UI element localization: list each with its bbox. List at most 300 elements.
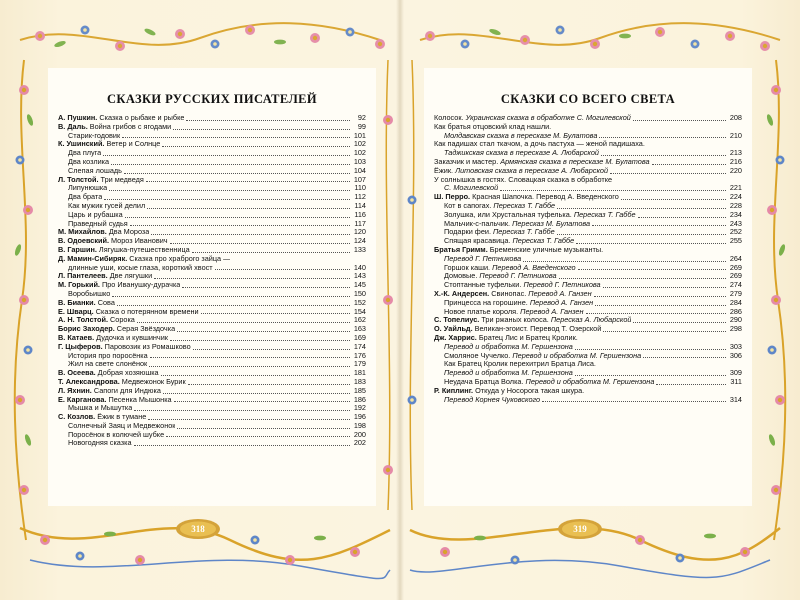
toc-page-number: 274	[729, 280, 742, 290]
toc-translator: Перевод и обработка М. Гершензона	[512, 351, 642, 360]
toc-entry-label	[58, 149, 101, 158]
toc-page-number: 210	[729, 130, 742, 140]
toc-entry	[58, 237, 366, 246]
toc-dot-leader	[130, 225, 350, 226]
toc-title: Дудочка и кувшинчик	[94, 333, 169, 342]
toc-entry	[434, 299, 742, 308]
toc-entry	[58, 404, 366, 413]
toc-page-number: 104	[353, 165, 366, 175]
toc-entry	[58, 246, 366, 255]
toc-title: Старик-годовик	[68, 131, 121, 140]
toc-title: Ёжик в тумане	[95, 413, 147, 422]
toc-entry	[58, 167, 366, 176]
toc-entry-label	[434, 396, 540, 405]
toc-entry	[58, 387, 366, 396]
toc-title: Сказка о рыбаке и рыбке	[97, 114, 185, 122]
toc-title: Смоляное Чучелко.	[444, 351, 513, 360]
right-section-heading: СКАЗКИ СО ВСЕГО СВЕТА	[500, 92, 676, 106]
toc-author: М. Михайлов.	[58, 228, 107, 237]
toc-title: Две лягушки	[107, 272, 153, 281]
toc-title: Сказка про храброго зайца —	[127, 254, 231, 263]
toc-dot-leader	[104, 199, 350, 200]
toc-translator: Пересказ Т. Габбе	[573, 210, 636, 219]
toc-dot-leader	[523, 261, 726, 262]
toc-title: Война грибов с ягодами	[87, 122, 172, 131]
toc-title: Мышка и Мышутка	[68, 404, 133, 413]
toc-entry-label	[58, 360, 147, 369]
toc-dot-leader	[633, 120, 726, 121]
toc-entry-label	[434, 114, 631, 123]
toc-page-number: 185	[353, 385, 366, 395]
toc-entry-label	[434, 167, 608, 176]
toc-translator: Пересказ Т. Габбе	[493, 228, 555, 237]
toc-entry-label	[58, 184, 107, 193]
toc-title: Откуда у Носорога такая шкура.	[473, 386, 585, 395]
toc-translator: Молдавская сказка в пересказе М. Булатова	[444, 131, 598, 140]
toc-title: Три ржаных колоса.	[479, 316, 551, 325]
toc-entry	[58, 360, 366, 369]
toc-entry	[58, 439, 366, 448]
toc-dot-leader	[149, 366, 350, 367]
toc-dot-leader	[638, 217, 726, 218]
toc-translator: Перевод А. Ганзен	[520, 307, 584, 316]
toc-entry-label	[58, 176, 144, 185]
toc-dot-leader	[162, 146, 350, 147]
toc-title: Как мужик гусей делил	[68, 201, 146, 210]
toc-entry	[434, 237, 742, 246]
toc-entry-label	[434, 246, 603, 255]
toc-title: Жил на свете слонёнок	[68, 360, 148, 369]
toc-dot-leader	[557, 208, 726, 209]
toc-entry-label	[434, 264, 576, 273]
toc-translator: Пересказ Т. Габбе	[493, 201, 556, 210]
toc-translator: Перевод Корнея Чуковского	[444, 395, 541, 404]
toc-page-number: 269	[729, 271, 742, 281]
toc-entry	[58, 334, 366, 343]
toc-title: Поросёнок в колючей шубке	[68, 430, 165, 439]
toc-dot-leader	[154, 278, 350, 279]
toc-page-number: 290	[729, 315, 742, 325]
toc-entry-label	[58, 439, 132, 448]
toc-dot-leader	[192, 252, 350, 253]
toc-page-number: 208	[729, 113, 742, 122]
toc-entry	[434, 396, 742, 405]
top-border	[20, 23, 780, 51]
toc-entry	[434, 211, 742, 220]
toc-dot-leader	[656, 384, 726, 385]
toc-entry	[58, 378, 366, 387]
toc-author: В. Одоевский.	[58, 237, 109, 246]
toc-dot-leader	[575, 349, 726, 350]
toc-page-number: 269	[729, 262, 742, 272]
toc-entry-label	[58, 334, 168, 343]
toc-entry-label	[434, 228, 555, 237]
toc-page-number: 221	[729, 183, 742, 193]
toc-entry-label	[434, 272, 557, 281]
toc-entry	[434, 378, 742, 387]
toc-title: Колосок.	[434, 114, 466, 122]
toc-title: Братец Лис и Братец Кролик.	[476, 333, 578, 342]
toc-entry	[58, 228, 366, 237]
toc-title: Два брата	[68, 193, 103, 202]
toc-entry-label	[58, 114, 184, 123]
toc-title: Заказчик и мастер.	[434, 157, 501, 166]
left-text-panel	[48, 68, 376, 506]
toc-page-number: 200	[353, 429, 366, 439]
toc-entry-label	[434, 369, 573, 378]
toc-page-number: 192	[353, 403, 366, 413]
toc-translator: Перевод А. Введенского	[492, 263, 576, 272]
toc-entry-label	[58, 255, 230, 264]
toc-entry-label	[434, 281, 601, 290]
toc-dot-leader	[603, 331, 726, 332]
toc-title: Царь и рубашка	[68, 210, 123, 219]
toc-author: К. Ушинский.	[58, 140, 105, 149]
toc-entry	[434, 158, 742, 167]
toc-dot-leader	[542, 401, 726, 402]
right-text-panel	[424, 68, 752, 506]
toc-page-number: 264	[729, 253, 742, 263]
toc-page-number: 120	[353, 227, 366, 237]
left-side-border	[14, 60, 35, 540]
toc-dot-leader	[182, 287, 350, 288]
toc-entry-label	[434, 237, 574, 246]
toc-entry	[58, 316, 366, 325]
toc-entry-label	[58, 290, 110, 299]
toc-entry-label	[58, 158, 109, 167]
toc-dot-leader	[652, 164, 726, 165]
toc-title: Ёжик.	[434, 166, 456, 175]
toc-page-number: 176	[353, 350, 366, 360]
toc-translator: Перевод А. Ганзен	[528, 289, 592, 298]
toc-entry	[434, 308, 742, 317]
toc-entry-label	[58, 396, 172, 405]
toc-entry	[434, 343, 742, 352]
bottom-border	[20, 528, 780, 579]
toc-entry	[434, 140, 742, 149]
toc-page-number: 202	[353, 438, 366, 448]
center-gutter-border	[383, 60, 417, 510]
toc-title: Свинопас.	[489, 289, 529, 298]
toc-dot-leader	[500, 190, 726, 191]
toc-title: Воробьишко	[68, 289, 111, 298]
toc-entry	[58, 149, 366, 158]
toc-page-number: 117	[354, 218, 366, 228]
toc-translator: Армянская сказка в пересказе М. Булатова	[500, 157, 650, 166]
toc-dot-leader	[150, 357, 350, 358]
toc-translator: Перевод и обработка М. Гершензона	[444, 342, 573, 351]
toc-dot-leader	[148, 419, 350, 420]
toc-entry-label	[58, 325, 175, 334]
toc-entry	[434, 334, 742, 343]
toc-author: В. Бианки.	[58, 298, 96, 307]
toc-entry	[58, 211, 366, 220]
toc-dot-leader	[595, 305, 726, 306]
toc-author: Л. Яхнин.	[58, 386, 92, 395]
toc-entry-label	[434, 378, 654, 387]
toc-page-number: 220	[729, 165, 742, 175]
toc-entry	[434, 167, 742, 176]
toc-dot-leader	[177, 331, 350, 332]
toc-entry-label	[434, 220, 590, 229]
toc-page-number: 152	[353, 297, 366, 307]
toc-page-number: 224	[729, 192, 742, 202]
toc-page-number: 133	[353, 244, 366, 254]
toc-page-number: 154	[353, 306, 366, 316]
right-page-number: 319	[573, 524, 587, 534]
toc-entry	[58, 193, 366, 202]
toc-dot-leader	[186, 120, 350, 121]
toc-entry	[434, 264, 742, 273]
toc-translator: Таджикская сказка в пересказе А. Любарской	[444, 149, 599, 158]
toc-entry	[58, 202, 366, 211]
left-section-heading: СКАЗКИ РУССКИХ ПИСАТЕЛЕЙ	[106, 92, 318, 106]
toc-entry	[434, 149, 742, 158]
toc-dot-leader	[643, 357, 726, 358]
toc-title: Мороз Иванович	[108, 237, 168, 246]
toc-entry-label	[58, 220, 128, 229]
toc-entry	[58, 114, 366, 123]
toc-dot-leader	[109, 190, 350, 191]
toc-title: Неудача Братца Волка.	[444, 377, 526, 386]
toc-title: Горшок каши.	[444, 263, 493, 272]
toc-title: Медвежонок Бурик	[119, 377, 186, 386]
toc-page-number: 181	[353, 368, 366, 378]
toc-page-number: 284	[729, 297, 742, 307]
toc-page-number: 169	[353, 332, 366, 342]
toc-page-number: 174	[353, 341, 366, 351]
toc-title: Как Братец Кролик перехитрил Братца Лиса.	[444, 360, 596, 369]
toc-entry-label	[58, 246, 190, 255]
toc-entry	[58, 255, 366, 264]
toc-translator: Перевод А. Ганзен	[529, 298, 594, 307]
toc-page-number: 298	[729, 324, 742, 334]
toc-entry-label	[434, 140, 645, 149]
toc-entry-label	[434, 360, 596, 369]
toc-entry	[58, 264, 366, 273]
toc-entry	[58, 343, 366, 352]
toc-entry-label	[434, 308, 584, 317]
toc-dot-leader	[193, 349, 350, 350]
toc-page-number: 143	[353, 271, 366, 281]
toc-entry	[434, 281, 742, 290]
toc-page-number: 112	[354, 192, 366, 202]
toc-title: История про поросёнка	[68, 351, 148, 360]
toc-author: С. Козлов.	[58, 413, 96, 422]
toc-page-number: 196	[353, 412, 366, 422]
toc-title: Подарки феи.	[444, 228, 494, 237]
toc-dot-leader	[163, 393, 350, 394]
toc-entry	[58, 299, 366, 308]
toc-entry-label	[58, 272, 152, 281]
toc-dot-leader	[125, 217, 350, 218]
toc-dot-leader	[112, 296, 350, 297]
toc-entry	[58, 369, 366, 378]
toc-dot-leader	[557, 234, 726, 235]
toc-title: Домовые.	[444, 272, 480, 281]
toc-entry-label	[58, 352, 148, 361]
toc-author: В. Гаршин.	[58, 245, 97, 254]
toc-entry-label	[434, 184, 498, 193]
toc-page-number: 303	[729, 341, 742, 351]
toc-dot-leader	[147, 208, 350, 209]
toc-dot-leader	[134, 410, 350, 411]
toc-page-number: 99	[357, 121, 366, 131]
toc-entry-label	[434, 299, 593, 308]
toc-author: С. Топелиус.	[434, 316, 480, 325]
toc-dot-leader	[578, 269, 726, 270]
toc-title: Солнечный Заяц и Медвежонок	[68, 421, 176, 430]
toc-author: Дж. Харрис.	[434, 333, 477, 342]
toc-author: Л. Пантелеев.	[58, 272, 108, 281]
toc-author: О. Уайльд.	[434, 325, 473, 334]
toc-dot-leader	[170, 243, 350, 244]
toc-entry	[434, 272, 742, 281]
toc-entry-label	[58, 431, 164, 440]
toc-title: Праведный судья	[68, 219, 128, 228]
toc-entry	[434, 255, 742, 264]
toc-author: В. Катаев.	[58, 333, 95, 342]
toc-entry-label	[434, 132, 597, 141]
toc-title: Новое платье короля.	[444, 307, 521, 316]
toc-entry-label	[434, 193, 619, 202]
toc-entry	[434, 387, 742, 396]
toc-page-number: 183	[353, 376, 366, 386]
toc-dot-leader	[201, 313, 350, 314]
toc-entry-label	[58, 123, 171, 132]
toc-dot-leader	[594, 296, 726, 297]
toc-entry-label	[434, 343, 573, 352]
toc-title: Три медведя	[98, 175, 144, 184]
toc-title: Песенка Мышонка	[106, 395, 172, 404]
toc-title: Бременские уличные музыканты.	[487, 245, 604, 254]
toc-title: Спящая красавица.	[444, 237, 513, 246]
toc-entry-label	[434, 290, 592, 299]
toc-title: Красная Шапочка. Перевод А. Введенского	[470, 193, 619, 202]
toc-page-number: 102	[353, 139, 366, 149]
toc-translator: Перевод Г. Петникова	[479, 272, 557, 281]
toc-page-number: 243	[729, 218, 742, 228]
toc-page-number: 116	[354, 209, 366, 219]
toc-page-number: 110	[354, 183, 366, 193]
toc-page-number: 107	[353, 174, 366, 184]
toc-entry	[434, 228, 742, 237]
toc-page-number: 198	[353, 420, 366, 430]
toc-page-number: 314	[729, 394, 742, 404]
toc-dot-leader	[134, 445, 350, 446]
toc-entry	[434, 325, 742, 334]
toc-entry	[58, 413, 366, 422]
toc-dot-leader	[166, 436, 350, 437]
toc-page-number: 216	[729, 156, 742, 166]
toc-page-number: 150	[353, 288, 366, 298]
toc-title: Кот в сапогах.	[444, 201, 494, 210]
toc-entry	[58, 132, 366, 141]
toc-author: Е. Шварц.	[58, 307, 94, 316]
toc-entry-label	[58, 167, 122, 176]
toc-translator: Пересказ А. Любарской	[550, 316, 632, 325]
toc-dot-leader	[599, 137, 726, 138]
toc-title: Паровозик из Ромашково	[102, 342, 191, 351]
toc-title: Новогодняя сказка	[68, 439, 132, 448]
toc-author: А. Пушкин.	[58, 114, 98, 122]
toc-entry-label	[434, 211, 636, 220]
toc-entry-label	[58, 228, 149, 237]
toc-entry-label	[58, 387, 161, 396]
toc-title: У солнышка в гостях. Словацкая сказка в обработке	[434, 175, 613, 184]
toc-entry-label	[58, 202, 145, 211]
toc-page-number: 311	[730, 376, 742, 386]
toc-entry	[434, 123, 742, 132]
toc-entry	[58, 308, 366, 317]
toc-title: Ветер и Солнце	[104, 140, 161, 149]
toc-title: Как братья отцовский клад нашли.	[434, 122, 552, 131]
toc-entry-label	[58, 264, 213, 273]
toc-entry	[434, 290, 742, 299]
toc-dot-leader	[601, 155, 726, 156]
toc-translator: Перевод и обработка М. Гершензона	[444, 369, 573, 378]
toc-dot-leader	[161, 375, 350, 376]
toc-title: Два плуга	[68, 149, 102, 158]
toc-author: Братья Гримм.	[434, 245, 488, 254]
toc-entry-label	[58, 299, 115, 308]
toc-dot-leader	[575, 375, 726, 376]
toc-title: Великан-эгоист. Перевод Т. Озерской	[472, 325, 602, 334]
toc-page-number: 103	[353, 156, 366, 166]
toc-page-number: 234	[729, 209, 742, 219]
toc-title: Золушка, или Хрустальная туфелька.	[444, 210, 574, 219]
toc-page-number: 286	[729, 306, 742, 316]
toc-author: Е. Карганова.	[58, 395, 107, 404]
toc-entry-label	[434, 158, 650, 167]
toc-entry	[434, 176, 742, 185]
toc-translator: Пересказ М. Булатова	[512, 219, 591, 228]
toc-page-number: 162	[353, 315, 366, 325]
toc-author: Ш. Перро.	[434, 193, 471, 202]
toc-entry	[58, 140, 366, 149]
toc-dot-leader	[215, 269, 350, 270]
toc-author: В. Осеева.	[58, 369, 96, 378]
toc-page-number: 306	[729, 350, 742, 360]
toc-entry-label	[58, 343, 191, 352]
toc-author: Х.-К. Андерсен.	[434, 289, 490, 298]
toc-entry	[434, 220, 742, 229]
toc-author: М. Горький.	[58, 281, 100, 290]
toc-entry	[58, 281, 366, 290]
toc-dot-leader	[103, 155, 350, 156]
toc-author: Т. Александрова.	[58, 377, 120, 386]
toc-entry-label	[434, 352, 641, 361]
toc-entry-label	[434, 149, 599, 158]
toc-page-number: 101	[353, 130, 366, 140]
toc-entry	[58, 422, 366, 431]
toc-dot-leader	[610, 173, 726, 174]
toc-translator: С. Могилевской	[444, 184, 499, 193]
toc-title: Сорока	[107, 316, 135, 325]
toc-dot-leader	[633, 322, 726, 323]
toc-author: Г. Цыферов.	[58, 342, 103, 351]
toc-entry-label	[58, 308, 199, 317]
toc-entry	[58, 123, 366, 132]
toc-dot-leader	[146, 181, 350, 182]
toc-page-number: 114	[354, 200, 366, 210]
toc-author: Д. Мамин-Сибиряк.	[58, 254, 128, 263]
toc-author: Р. Киплинг.	[434, 386, 474, 395]
toc-entry	[58, 396, 366, 405]
toc-translator: Литовская сказка в пересказе А. Любарской	[455, 166, 609, 175]
toc-title: Как падишах стал ткачом, а дочь пастуха — женой падишаха.	[434, 140, 645, 149]
toc-dot-leader	[117, 305, 350, 306]
